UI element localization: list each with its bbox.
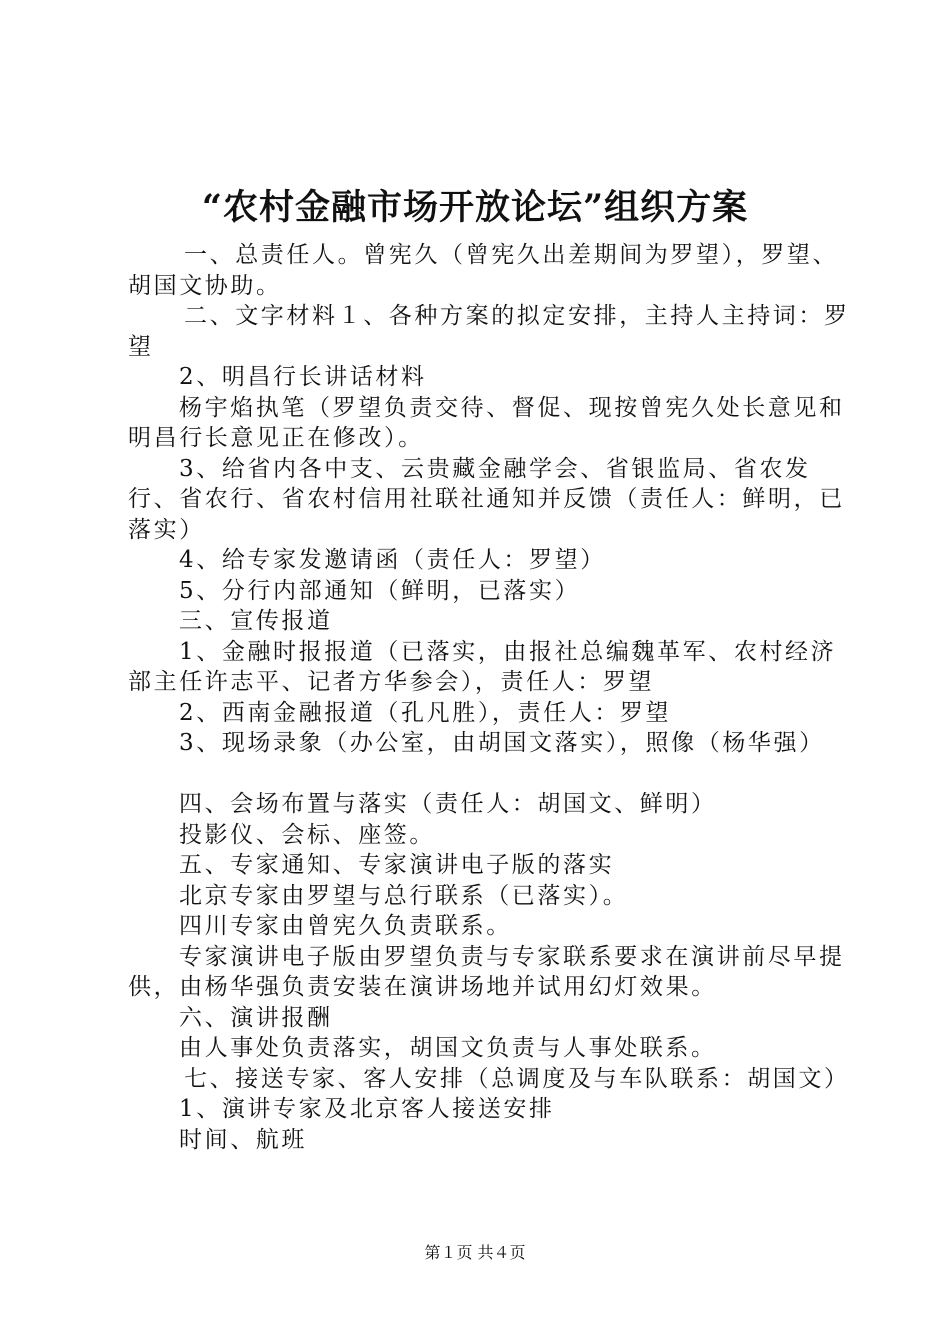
paragraph-expert-notice: 五、专家通知、专家演讲电子版的落实 — [179, 852, 615, 878]
paragraph-video-recording: 3、现场录象（办公室，由胡国文落实），照像（杨华强） — [179, 730, 825, 756]
paragraph-speech-drafting: 杨宇焰执笔（罗望负责交待、督促、现按曾宪久处长意见和明昌行长意见正在修改）。 — [128, 394, 845, 451]
paragraph-southwest-finance: 2、西南金融报道（孔凡胜），责任人：罗望 — [179, 699, 672, 726]
paragraph-pickup: 1、演讲专家及北京客人接送安排 — [179, 1096, 555, 1122]
paragraph-internal-notice: 5、分行内部通知（鲜明，已落实） — [179, 577, 581, 604]
blank-line — [128, 759, 852, 790]
paragraph-slides: 专家演讲电子版由罗望负责与专家联系要求在演讲前尽早提供，由杨华强负责安装在演讲场地并试用幻灯效果。 — [128, 943, 845, 1000]
paragraph-remuneration: 由人事处负责落实，胡国文负责与人事处联系。 — [179, 1035, 717, 1061]
paragraph-venue-setup: 四、会场布置与落实（责任人：胡国文、鲜明） — [179, 791, 717, 817]
paragraph-invitation: 4、给专家发邀请函（责任人：罗望） — [179, 547, 606, 573]
paragraph-remuneration-heading: 六、演讲报酬 — [179, 1004, 333, 1031]
paragraph-sichuan-experts: 四川专家由曾宪久负责联系。 — [179, 913, 512, 939]
paragraph-responsible-person: 一、总责任人。曾宪久（曾宪久出差期间为罗望），罗望、胡国文协助。 — [128, 242, 839, 299]
document-title: “农村金融市场开放论坛”组织方案 — [201, 187, 749, 228]
paragraph-projector: 投影仪、会标、座签。 — [179, 821, 435, 848]
paragraph-financial-times: 1、金融时报报道（已落实，由报社总编魏革军、农村经济部主任许志平、记者方华参会），责任人：罗望 — [128, 638, 837, 695]
page-number: 第１页 共４页 — [424, 1243, 526, 1262]
paragraph-notify-institutions: 3、给省内各中支、云贵藏金融学会、省银监局、省农发行、省农行、省农村信用社联社通知并反馈（责任人：鲜明，已落实） — [128, 455, 845, 543]
document-body — [128, 240, 852, 1155]
paragraph-transport-heading: 七、接送专家、客人安排（总调度及与车队联系：胡国文） — [184, 1065, 850, 1092]
paragraph-written-materials: 二、文字材料１、各种方案的拟定安排，主持人主持词：罗望 — [128, 303, 850, 360]
paragraph-beijing-experts: 北京专家由罗望与总行联系（已落实）。 — [179, 882, 629, 909]
paragraph-speech-materials: 2、明昌行长讲话材料 — [179, 364, 427, 390]
paragraph-publicity-heading: 三、宣传报道 — [179, 608, 333, 634]
paragraph-flight-time: 时间、航班 — [179, 1126, 307, 1153]
